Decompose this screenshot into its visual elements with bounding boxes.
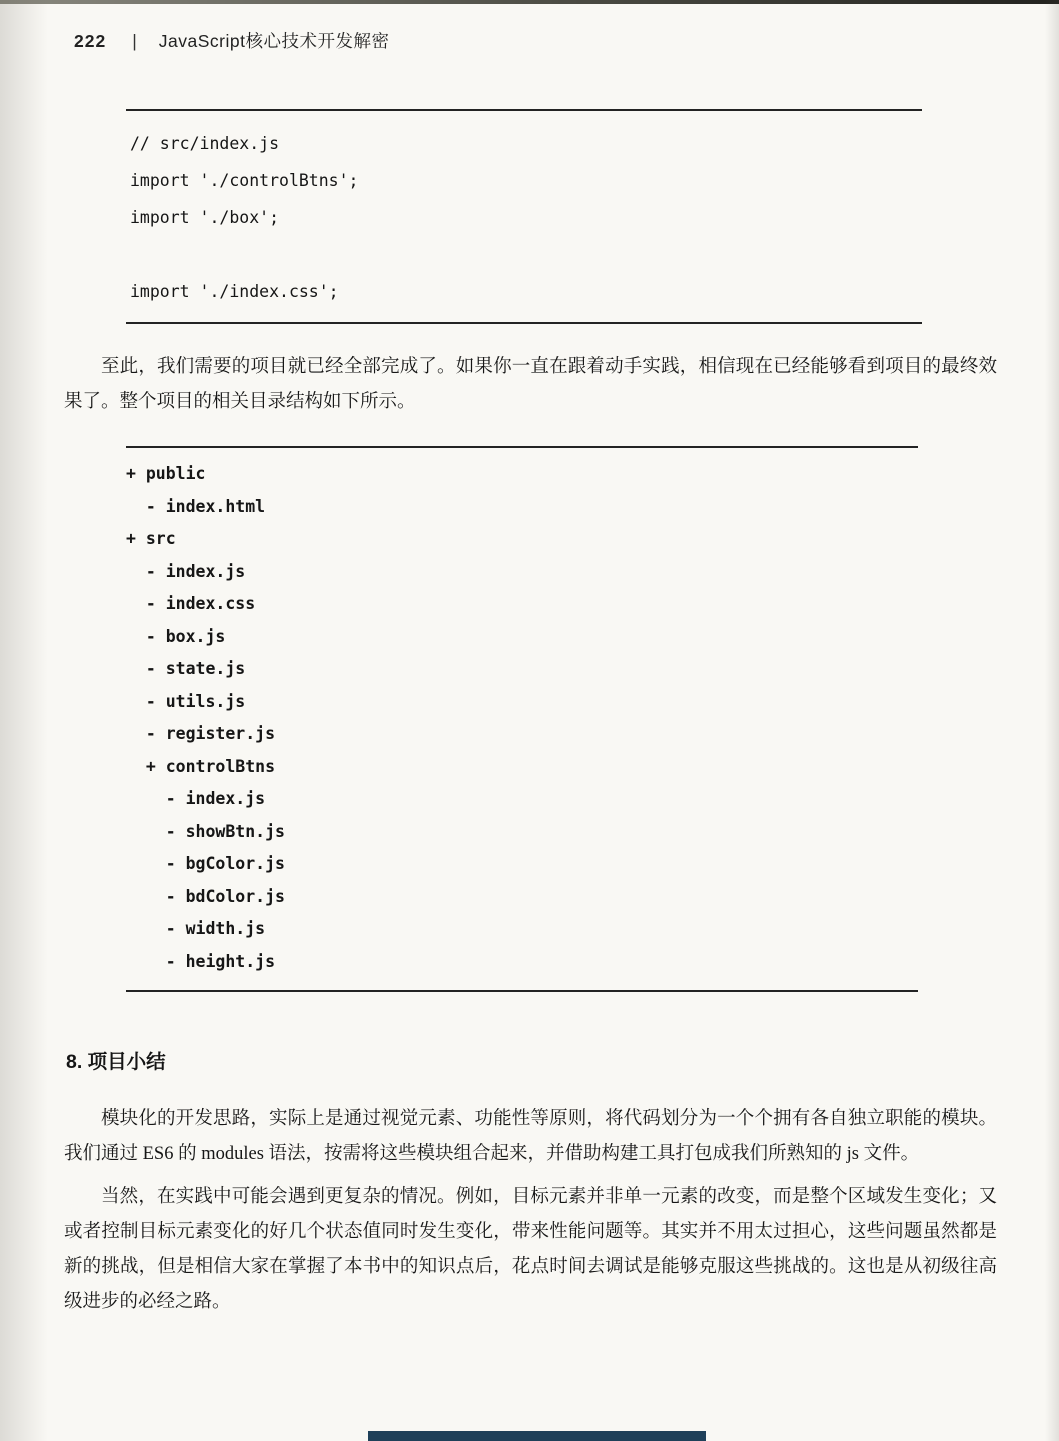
code-line: import './controlBtns'; — [130, 171, 359, 190]
directory-tree-block — [126, 446, 918, 992]
paragraph-complex-cases: 当然，在实践中可能会遇到更复杂的情况。例如，目标元素并非单一元素的改变，而是整个区域发生变化；又或者控制目标元素变化的好几个状态值同时发生变化，带来性能问题等。其实并不用太过担心，这些问题虽然都是新的挑战，但是相信大家在掌握了本书中的知识点后，花点时间去调试是能够克服这些挑战的。这也是从初级往高级进步的必经之路。 — [64, 1187, 997, 1312]
book-title: JavaScript核心技术开发解密 — [158, 31, 390, 51]
tree-line: - showBtn.js — [126, 821, 285, 841]
bottom-decoration-bar — [368, 1431, 706, 1441]
tree-line: - width.js — [126, 919, 266, 938]
code-line: import './box'; — [130, 208, 280, 227]
tree-line: - state.js — [126, 659, 246, 678]
tree-line: - index.html — [126, 496, 266, 516]
tree-line: + public — [126, 464, 206, 483]
code-line — [130, 236, 922, 273]
tree-line: - index.js — [126, 789, 266, 808]
page-number: 222 — [74, 31, 107, 51]
code-line: // src/index.js — [130, 134, 280, 153]
tree-line: - utils.js — [126, 691, 246, 711]
tree-line: - index.js — [126, 561, 246, 581]
paragraph-project-complete: 至此，我们需要的项目就已经全部完成了。如果你一直在跟着动手实践，相信现在已经能够看到项目的最终效果了。整个项目的相关目录结构如下所示。 — [64, 357, 997, 412]
code-block-index-js — [126, 109, 922, 324]
tree-line: - box.js — [126, 626, 226, 646]
paragraph-modular-thinking: 模块化的开发思路，实际上是通过视觉元素、功能性等原则，将代码划分为一个个拥有各自独立职能的模块。我们通过 ES6 的 modules 语法，按需将这些模块组合起来，并借助构建工具打包成我们所熟知的 js 文件。 — [64, 1109, 997, 1164]
header-separator: | — [132, 31, 137, 51]
tree-line: + controlBtns — [126, 756, 276, 776]
tree-line: - bdColor.js — [126, 886, 285, 906]
tree-line: + src — [126, 529, 176, 548]
code-line: import './index.css'; — [130, 282, 339, 301]
page-header — [74, 28, 997, 53]
tree-line: - bgColor.js — [126, 854, 285, 873]
tree-line: - register.js — [126, 724, 276, 743]
tree-line: - index.css — [126, 594, 256, 613]
section-heading-project-summary: 8. 项目小结 — [66, 1051, 166, 1073]
tree-line: - height.js — [126, 951, 276, 971]
